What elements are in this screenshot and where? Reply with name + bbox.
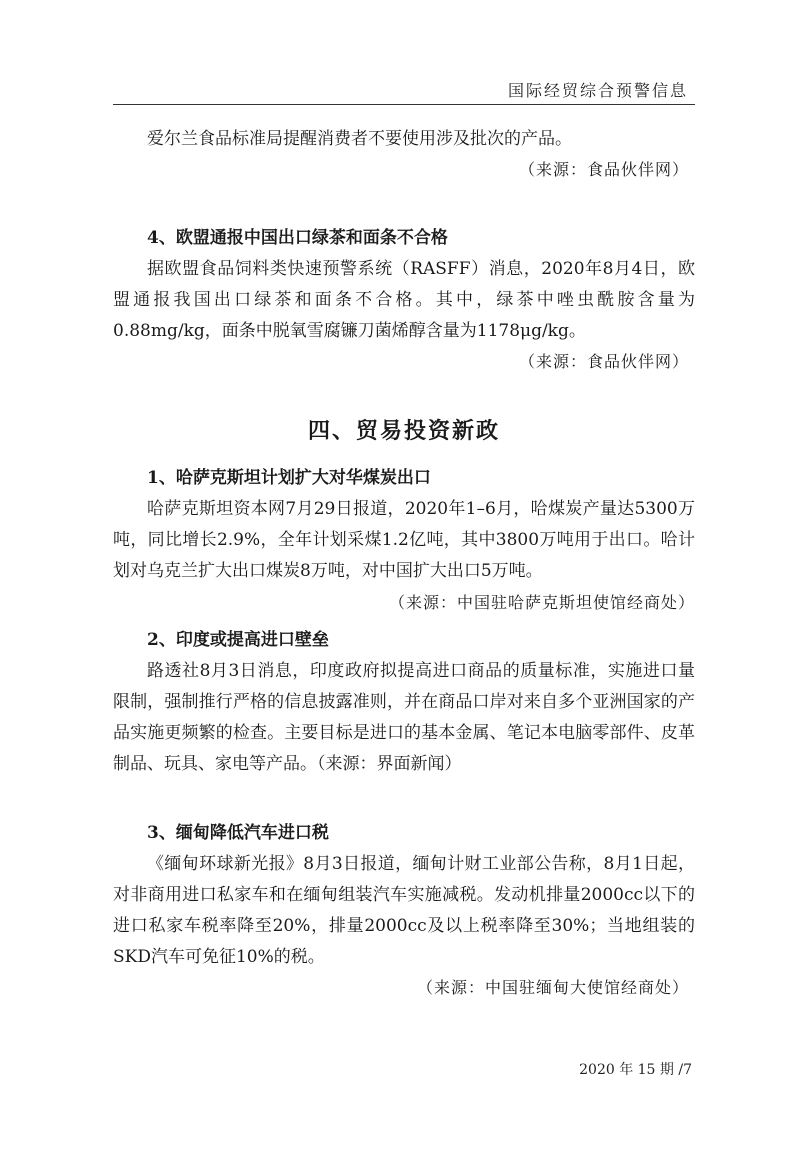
article-body [113,124,695,1003]
paragraph: 《缅甸环球新光报》8月3日报道，缅甸计财工业部公告称，8月1日起，对非商用进口私家车和在缅甸组装汽车实施减税。发动机排量2000cc以下的进口私家车税率降至20%，排量2000cc及以上税率降至30%；当地组装的SKD汽车可免征10%的税。 [113,854,695,967]
item-heading: 3、缅甸降低汽车进口税 [147,823,329,843]
paragraph-text: 哈萨克斯坦资本网7月29日报道，2020年1–6月，哈煤炭产量达5300万吨，同比增长2.9%，全年计划采煤1.2亿吨，其中3800万吨用于出口。哈计划对乌克兰扩大出口煤炭8万吨，对中国扩大出口5万吨。 [113,499,695,581]
item-heading: 1、哈萨克斯坦计划扩大对华煤炭出口 [147,468,431,488]
source-citation: （来源：中国驻哈萨克斯坦使馆经商处） [388,593,695,612]
running-header-title: 国际经贸综合预警信息 [507,81,688,100]
page-footer: 2020 年 15 期 /7 [579,1062,692,1078]
header-divider [113,104,695,105]
spacer [113,185,695,223]
spacer [113,780,695,818]
source-citation: （来源：中国驻缅甸大使馆经商处） [416,978,689,997]
paragraph [113,494,695,612]
item-heading: 2、印度或提高进口壁垒 [147,630,329,650]
paragraph: 爱尔兰食品标准局提醒消费者不要使用涉及批次的产品。 [147,129,572,149]
spacer [113,377,695,411]
item-heading: 4、欧盟通报中国出口绿茶和面条不合格 [147,228,448,248]
spacer [113,451,695,463]
paragraph: 据欧盟食品饲料类快速预警系统（RASFF）消息，2020年8月4日，欧盟通报我国出口绿茶和面条不合格。其中，绿茶中唑虫酰胺含量为0.88mg/kg，面条中脱氧雪腐镰刀菌烯醇含量为1178μg/kg。 [113,259,695,341]
source-citation: （来源：食品伙伴网） [518,352,689,371]
source-citation: （来源：界面新闻） [317,754,462,774]
paragraph [113,656,695,780]
paragraph-text: 路透社8月3日消息，印度政府拟提高进口商品的质量标准，实施进口量限制，强制推行严格的信息披露准则，并在商品口岸对来自多个亚洲国家的产品实施更频繁的检查。主要目标是进口的基本金属、笔记本电脑零部件、皮革制品、玩具、家电等产品。 [113,661,695,774]
source-citation: （来源：食品伙伴网） [518,160,689,179]
section-heading: 四、贸易投资新政 [307,418,500,444]
